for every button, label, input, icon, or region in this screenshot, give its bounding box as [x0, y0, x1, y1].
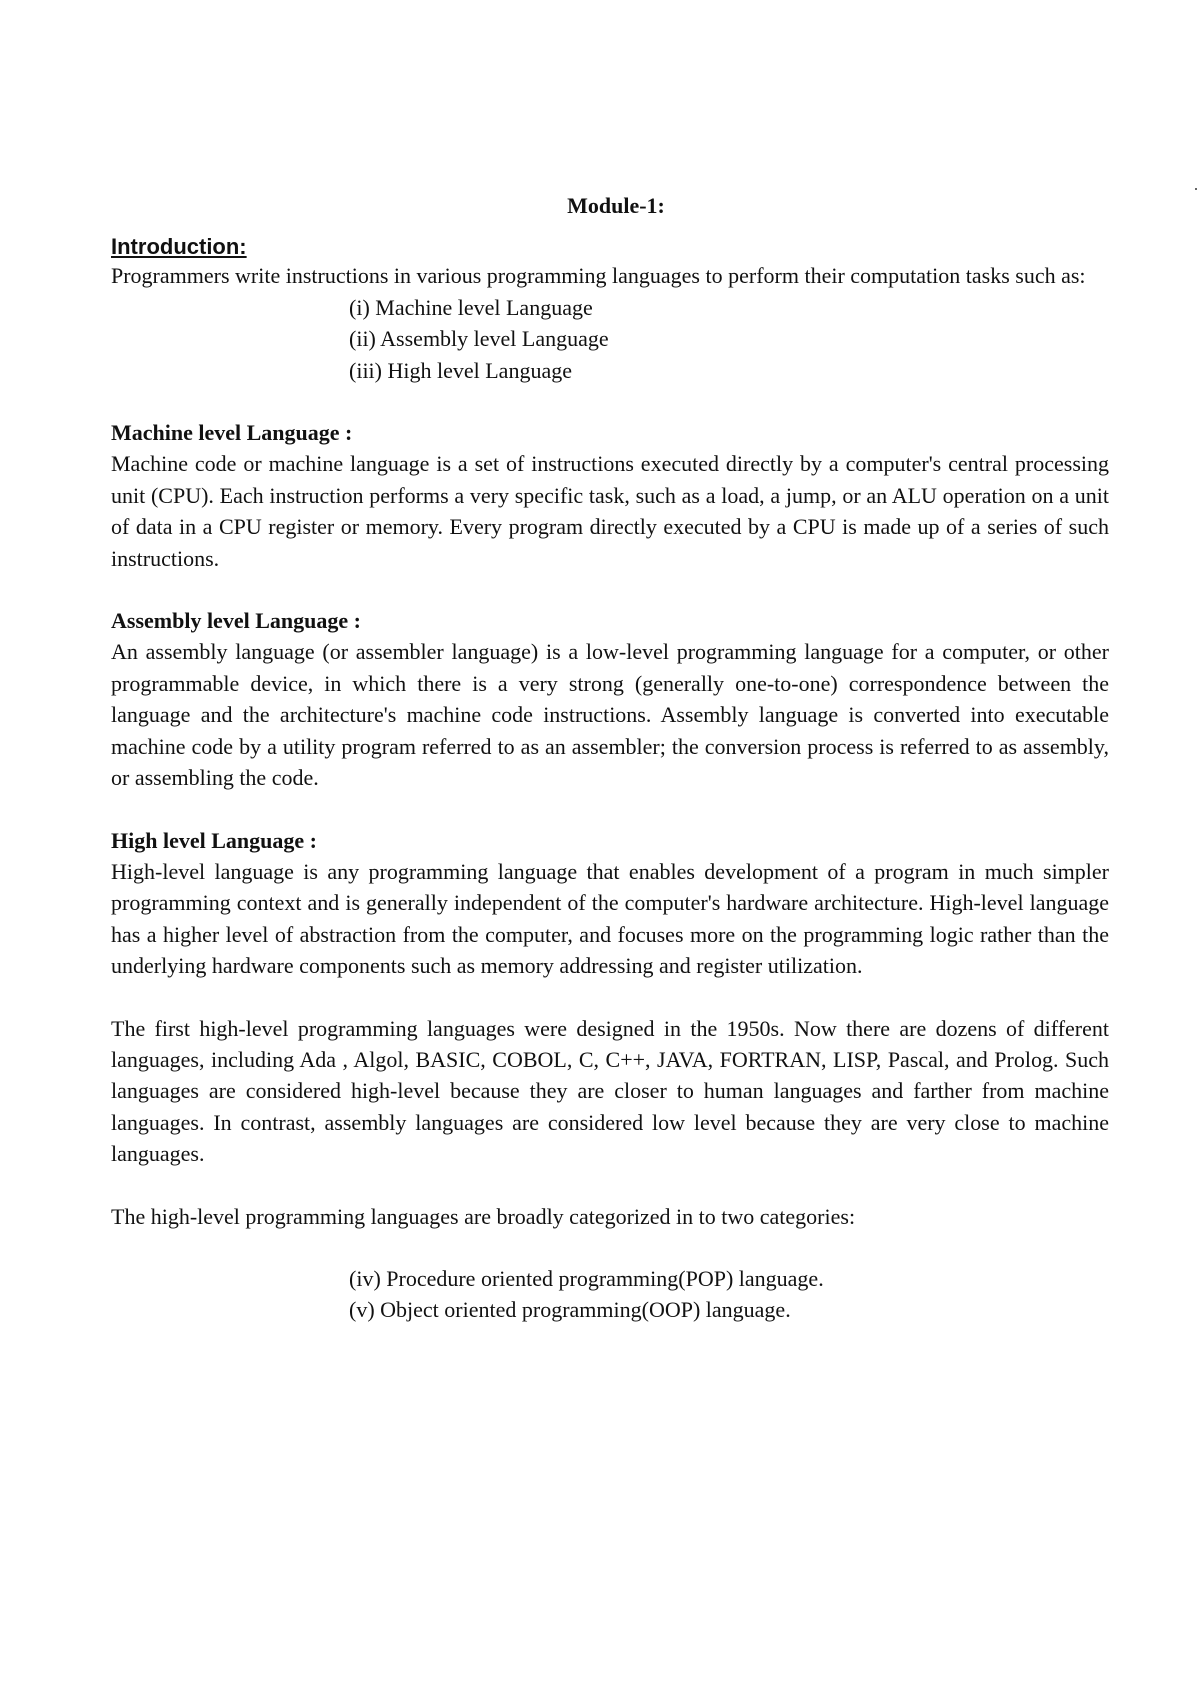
corner-mark: [1195, 188, 1197, 190]
list-item: (iii) High level Language: [349, 357, 572, 383]
module-title: Module-1:: [567, 193, 665, 218]
assembly-language-paragraph: An assembly language (or assembler language) is a low-level programming language for a computer, or other programmable device, in which there is a very strong (generally one-to-one) correspondence between the language and the architecture's machine code instructions. Assembly language is converted into executable machine code by a utility program referred to as an assembler; the conversion process is referred to as assembly, or assembling the code.: [111, 639, 1109, 791]
machine-language-paragraph: Machine code or machine language is a set of instructions executed directly by a computer's central processing unit (CPU). Each instruction performs a very specific task, such as a load, a jump, or an ALU operation on a unit of data in a CPU register or memory. Every program directly executed by a CPU is made up of a series of such instructions.: [111, 451, 1109, 571]
introduction-heading: Introduction:: [111, 234, 247, 260]
introduction-paragraph: Programmers write instructions in various programming languages to perform their computation tasks such as:: [111, 263, 1086, 289]
language-levels-list: [111, 292, 1109, 386]
high-level-language-heading: High level Language :: [111, 827, 317, 853]
high-level-categories-list: [111, 1263, 1109, 1326]
list-item: (iv) Procedure oriented programming(POP) language.: [349, 1265, 824, 1291]
high-level-paragraph-1: High-level language is any programming language that enables development of a program in much simpler programming context and is generally independent of the computer's hardware architecture. High-level language has a higher level of abstraction from the computer, and focuses more on the programming logic rather than the underlying hardware components such as memory addressing and register utilization.: [111, 858, 1109, 979]
list-item: (ii) Assembly level Language: [349, 326, 609, 352]
list-item: (i) Machine level Language: [349, 294, 593, 320]
machine-language-heading: Machine level Language :: [111, 420, 353, 446]
high-level-paragraph-3: The high-level programming languages are broadly categorized in to two categories:: [111, 1203, 856, 1229]
list-item: (v) Object oriented programming(OOP) language.: [349, 1297, 791, 1323]
document-body: [111, 190, 1109, 1326]
high-level-paragraph-2: The first high-level programming languages were designed in the 1950s. Now there are dozens of different languages, including Ada , Algol, BASIC, COBOL, C, C++, JAVA, FORTRAN, LISP, Pascal, and Prolog. Such languages are considered high-level because they are closer to human languages and farther from machine languages. In contrast, assembly languages are considered low level because they are very close to machine languages.: [111, 1015, 1109, 1167]
assembly-language-heading: Assembly level Language :: [111, 608, 361, 634]
